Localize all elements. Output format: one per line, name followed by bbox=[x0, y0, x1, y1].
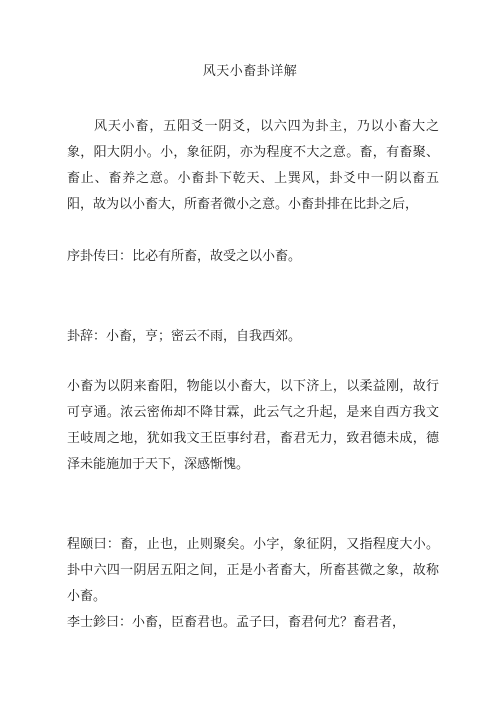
paragraph-li-shizhen: 李士鉁曰：小畜，臣畜君也。孟子曰，畜君何尤？畜君者， bbox=[67, 615, 406, 630]
paragraph-guaci: 卦辞：小畜，亨；密云不雨，自我西郊。 bbox=[67, 329, 302, 344]
paragraph-cheng-yi: 程颐曰：畜，止也，止则聚矣。小字，象征阴，又指程度大小。卦中六四一阴居五阳之间，正是小者畜大，所畜甚微之象，故称小畜。 bbox=[67, 537, 439, 604]
document-title: 风天小畜卦详解 bbox=[202, 64, 298, 79]
paragraph-xugua: 序卦传曰：比必有所畜，故受之以小畜。 bbox=[67, 249, 302, 264]
paragraph-explanation: 小畜为以阴来畜阳，物能以小畜大，以下济上，以柔益刚，故行可亨通。浓云密佈却不降甘霖，此云气之升起，是来自西方我文王岐周之地，犹如我文王臣事纣君，畜君无力，致君德未成，德泽未能施加于天下，深感惭愧。 bbox=[67, 379, 439, 472]
paragraph-intro: 风天小畜，五阳爻一阴爻，以六四为卦主，乃以小畜大之象，阳大阴小。小，象征阴，亦为程度不大之意。畜，有畜聚、畜止、畜养之意。小畜卦下乾天、上巽风，卦爻中一阴以畜五阳，故为以小畜大，所畜者微小之意。小畜卦排在比卦之后， bbox=[67, 119, 439, 212]
